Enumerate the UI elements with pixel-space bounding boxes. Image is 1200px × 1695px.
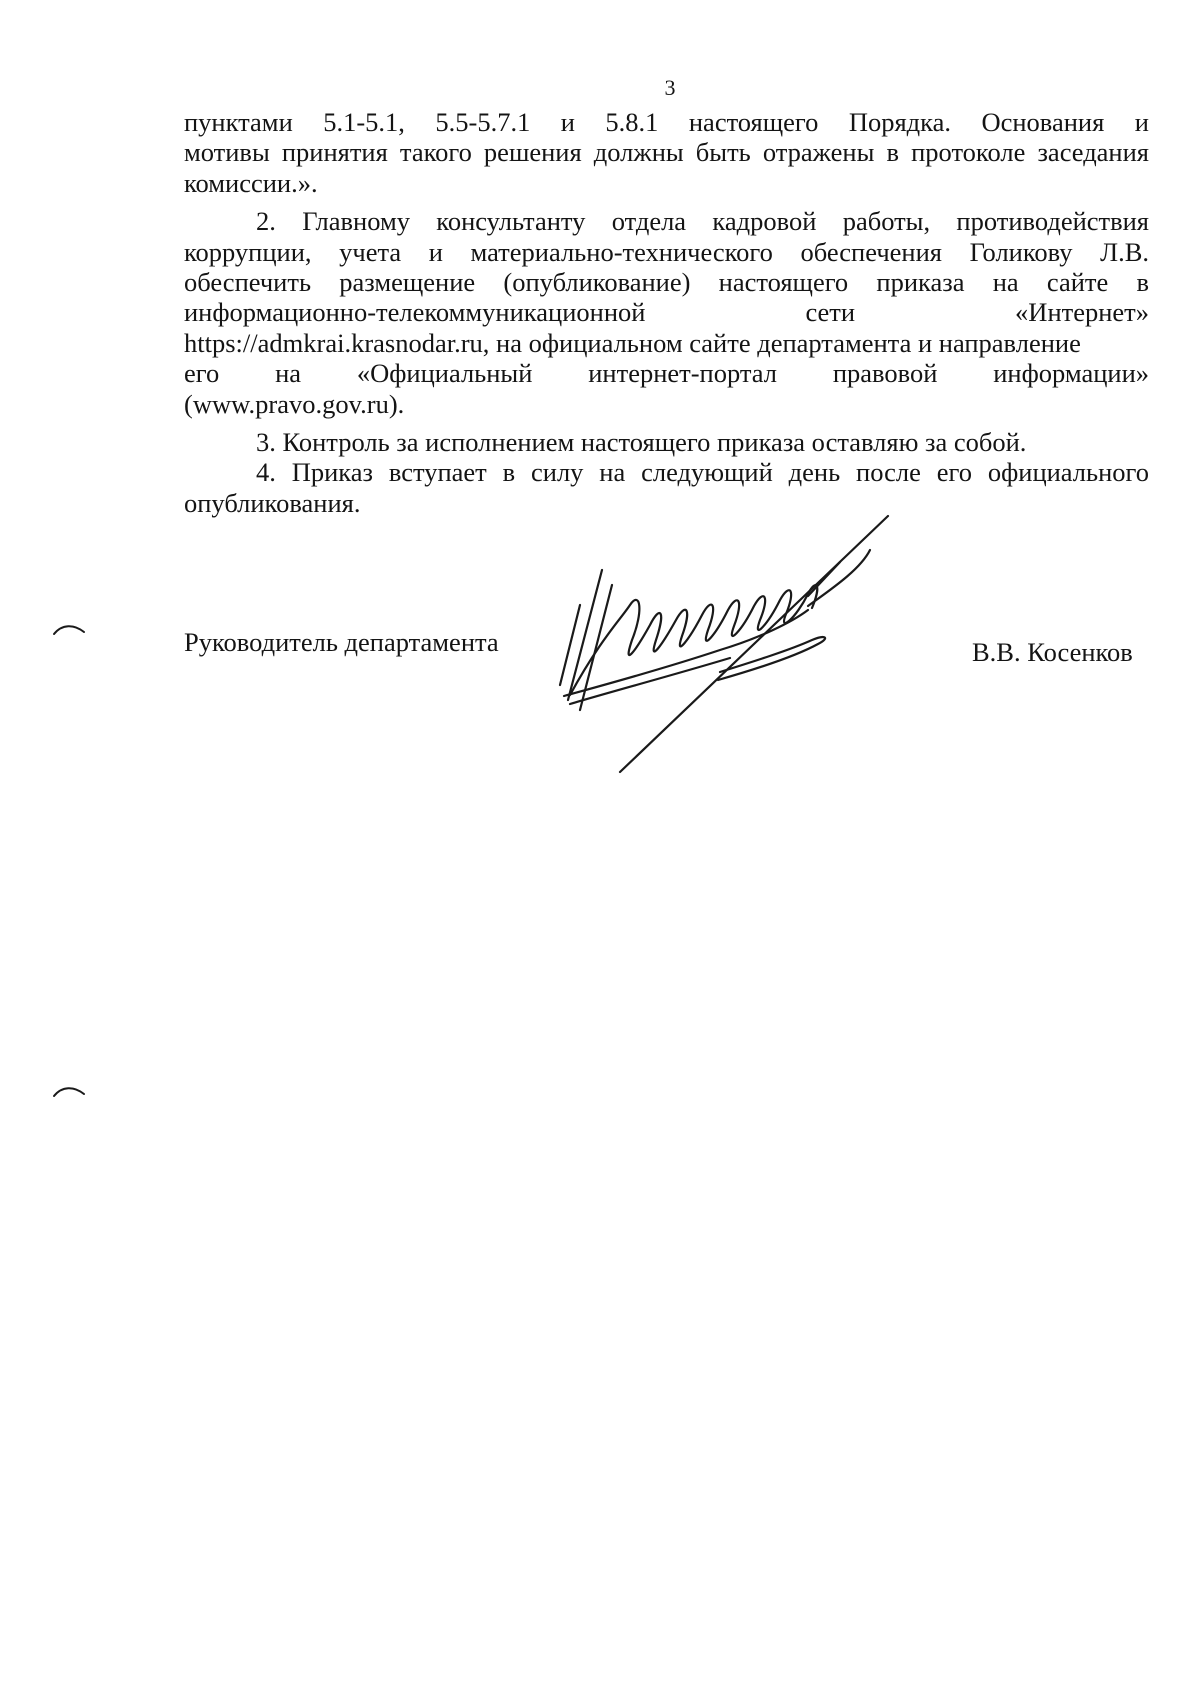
paragraph-1-first-line xyxy=(184,107,1149,137)
word: и xyxy=(560,107,575,137)
page-number: 3 xyxy=(664,75,676,100)
paragraph-1-continuation: мотивы принятия такого решения должны быть отражены в протоколе заседания комиссии.». xyxy=(184,137,1149,198)
signer-position: Руководитель департамента xyxy=(184,627,499,657)
word: «Официальный xyxy=(356,358,533,389)
word: и xyxy=(1134,107,1149,137)
word: 5.8.1 xyxy=(605,107,659,137)
paragraph-2-spread-line xyxy=(184,358,1149,388)
word: 5.1-5.1, xyxy=(323,107,405,137)
word: интернет-портал xyxy=(588,358,778,389)
word: 5.5-5.7.1 xyxy=(435,107,531,137)
signer-name: В.В. Косенков xyxy=(972,637,1133,667)
word: пунктами xyxy=(184,107,293,137)
hole-punch-mark xyxy=(50,1082,90,1102)
paragraph-2-end: (www.pravo.gov.ru). xyxy=(184,388,405,419)
paragraph-2: 2. Главному консультанту отдела кадровой работы, противодействия коррупции, учета и материально-технического обеспечения Голикову Л.В. обеспечить размещение (опубликование) настоящего приказа на сайте в информационно-телекоммуникационной сети «Интернет» https://admkrai.krasnodar.ru, на официальном сайте департамента и направление xyxy=(184,206,1149,358)
document-body xyxy=(184,107,1149,518)
handwritten-signature xyxy=(540,510,900,780)
word: на xyxy=(275,358,302,389)
word: Основания xyxy=(981,107,1105,137)
paragraph-3: 3. Контроль за исполнением настоящего приказа оставляю за собой. xyxy=(256,427,1027,458)
word: его xyxy=(184,358,220,389)
word: правовой xyxy=(832,358,938,389)
word: настоящего xyxy=(688,107,819,137)
paragraph-4: 4. Приказ вступает в силу на следующий день после его официального опубликования. xyxy=(184,457,1149,518)
word: Порядка. xyxy=(848,107,951,137)
hole-punch-mark xyxy=(50,620,90,640)
word: информации» xyxy=(993,358,1149,389)
